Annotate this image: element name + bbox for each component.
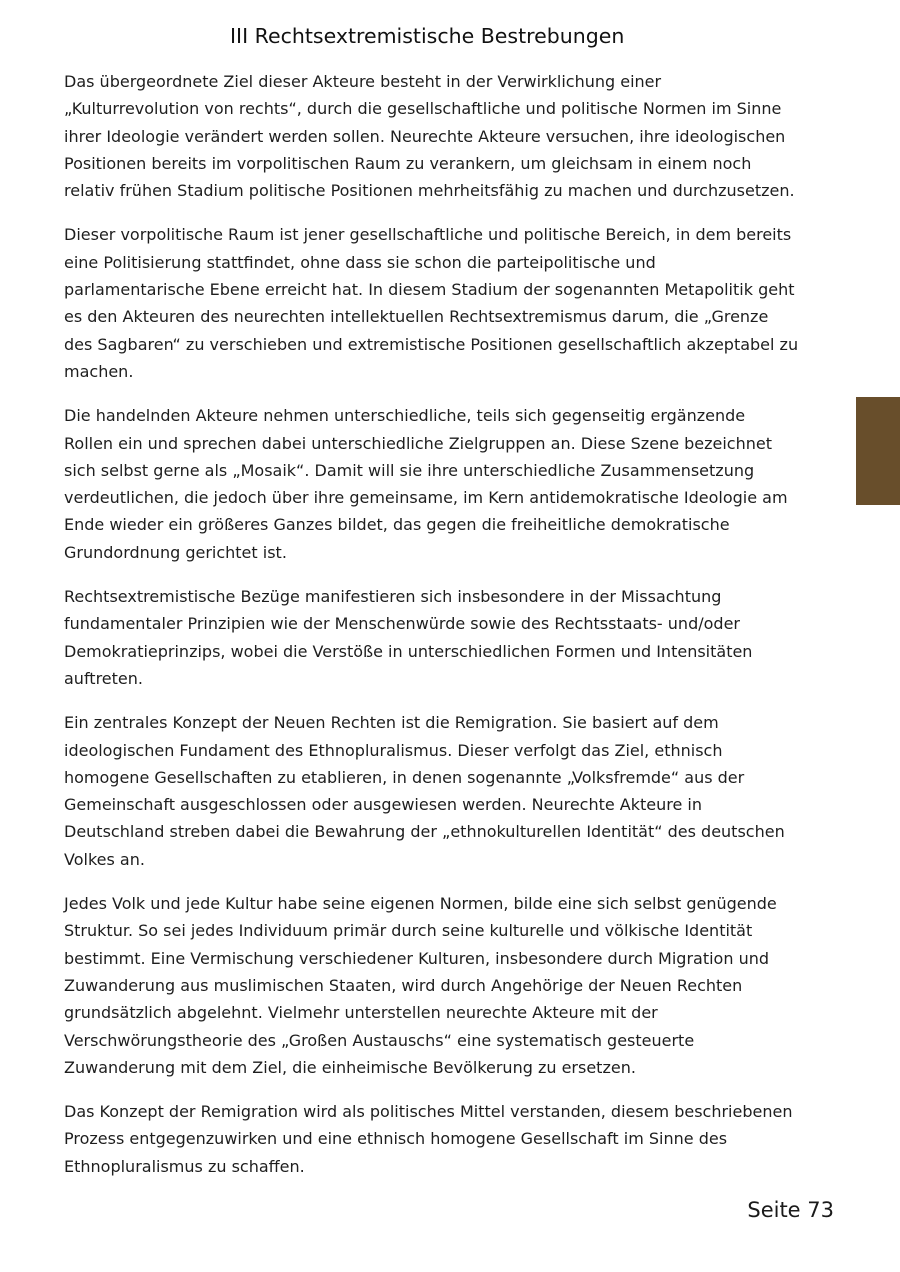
paragraph-3: Die handelnden Akteure nehmen unterschiedliche, teils sich gegenseitig ergänzende Rollen ein und sprechen dabei unterschiedliche Zielgruppen an. Diese Szene bezeichnet sich selbst gerne als „Mosaik“. Damit will sie ihre unterschiedliche Zusammensetzung verdeutlichen, die jedoch über ihre gemeinsame, im Kern antidemokratische Ideologie am Ende wieder ein größeres Ganzes bildet, das gegen die freiheitliche demokratische Grundordnung gerichtet ist.: [64, 406, 788, 562]
section-title: III Rechtsextremistische Bestrebungen: [230, 24, 625, 48]
paragraph-7: Das Konzept der Remigration wird als politisches Mittel verstanden, diesem beschriebenen Prozess entgegenzuwirken und eine ethnisch homogene Gesellschaft im Sinne des Ethnopluralismus zu schaffen.: [64, 1102, 793, 1176]
paragraph-4: Rechtsextremistische Bezüge manifestieren sich insbesondere in der Missachtung fundamentaler Prinzipien wie der Menschenwürde sowie des Rechtsstaats- und/oder Demokratieprinzips, wobei die Verstöße in unterschiedlichen Formen und Intensitäten auftreten.: [64, 587, 753, 688]
paragraph-1: Das übergeordnete Ziel dieser Akteure besteht in der Verwirklichung einer „Kulturrevolution von rechts“, durch die gesellschaftliche und politische Normen im Sinne ihrer Ideologie verändert werden sollen. Neurechte Akteure versuchen, ihre ideologischen Positionen bereits im vorpolitischen Raum zu verankern, um gleichsam in einem noch relativ frühen Stadium politische Positionen mehrheitsfähig zu machen und durchzusetzen.: [64, 72, 795, 201]
body-text: [64, 68, 799, 1197]
paragraph-6: Jedes Volk und jede Kultur habe seine eigenen Normen, bilde eine sich selbst genügende Struktur. So sei jedes Individuum primär durch seine kulturelle und völkische Identität bestimmt. Eine Vermischung verschiedener Kulturen, insbesondere durch Migration und Zuwanderung aus muslimischen Staaten, wird durch Angehörige der Neuen Rechten grundsätzlich abgelehnt. Vielmehr unterstellen neurechte Akteure mit der Verschwörungstheorie des „Großen Austauschs“ eine systematisch gesteuerte Zuwanderung mit dem Ziel, die einheimische Bevölkerung zu ersetzen.: [64, 894, 777, 1077]
chapter-tab-marker: [856, 397, 900, 505]
page-number: Seite 73: [747, 1198, 834, 1222]
paragraph-2: Dieser vorpolitische Raum ist jener gesellschaftliche und politische Bereich, in dem bereits eine Politisierung stattfindet, ohne dass sie schon die parteipolitische und parlamentarische Ebene erreicht hat. In diesem Stadium der sogenannten Metapolitik geht es den Akteuren des neurechten intellektuellen Rechtsextremismus darum, die „Grenze des Sagbaren“ zu verschieben und extremistische Positionen gesellschaftlich akzeptabel zu machen.: [64, 225, 799, 381]
paragraph-5: Ein zentrales Konzept der Neuen Rechten ist die Remigration. Sie basiert auf dem ideologischen Fundament des Ethnopluralismus. Dieser verfolgt das Ziel, ethnisch homogene Gesellschaften zu etablieren, in denen sogenannte „Volksfremde“ aus der Gemeinschaft ausgeschlossen oder ausgewiesen werden. Neurechte Akteure in Deutschland streben dabei die Bewahrung der „ethnokulturellen Identität“ des deutschen Volkes an.: [64, 713, 785, 869]
